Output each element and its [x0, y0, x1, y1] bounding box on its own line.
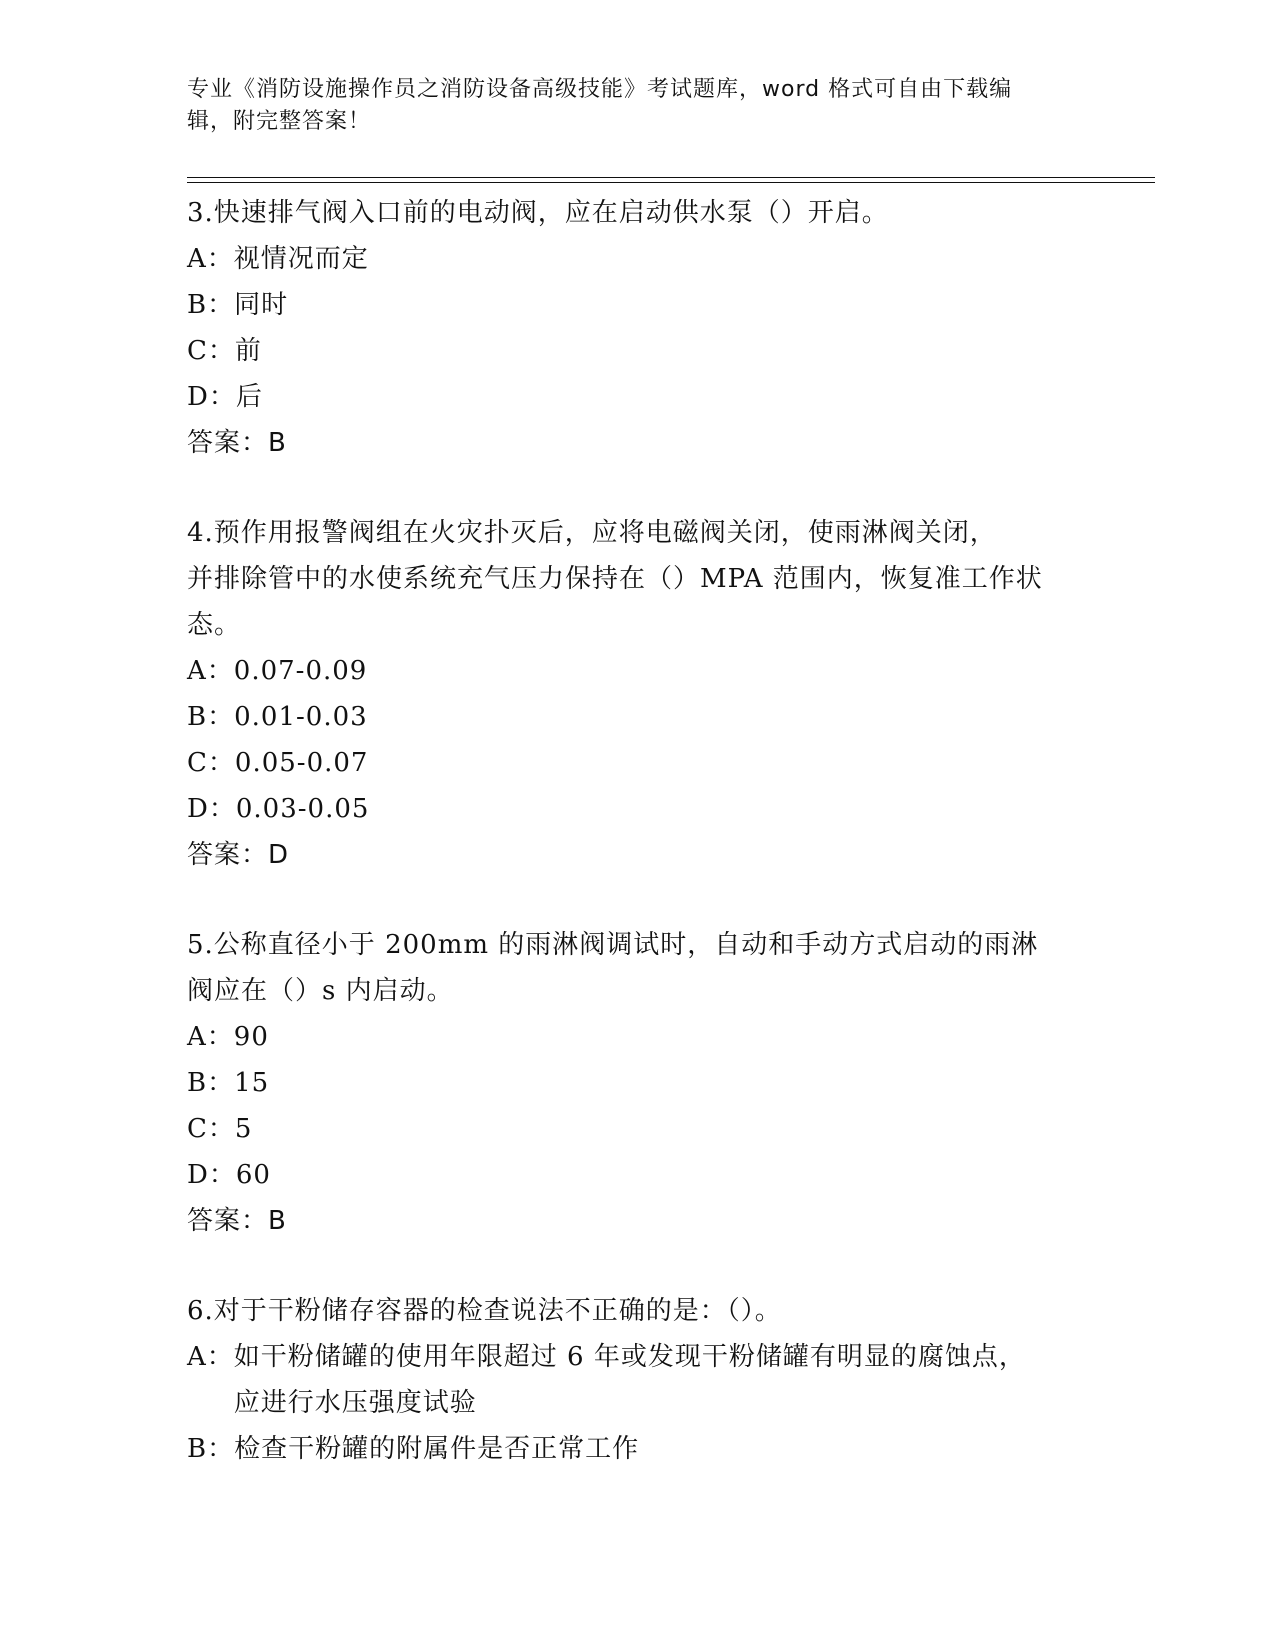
option-text: 同时	[234, 290, 289, 320]
question-stem: 3.快速排气阀入口前的电动阀，应在启动供水泵（）开启。	[187, 198, 889, 228]
header-line-2: 辑，附完整答案！	[187, 109, 372, 134]
question-stem: 5.公称直径小于 200mm 的雨淋阀调试时，自动和手动方式启动的雨淋 阀应在（）s 内启动。	[187, 930, 1039, 1006]
question-6	[187, 1288, 1087, 1472]
header-divider-bottom	[187, 182, 1155, 183]
option-text: 0.07-0.09	[233, 656, 368, 686]
option-d	[187, 374, 1087, 420]
option-text: 5	[234, 1114, 253, 1144]
header-line-1: 专业《消防设施操作员之消防设备高级技能》考试题库，word 格式可自由下载编	[187, 77, 1013, 102]
question-4	[187, 510, 1087, 878]
option-letter: A：	[187, 1342, 234, 1372]
question-stem: 4.预作用报警阀组在火灾扑灭后，应将电磁阀关闭，使雨淋阀关闭， 并排除管中的水使系统充气压力保持在（）MPA 范围内，恢复准工作状 态。	[187, 518, 1043, 640]
option-b	[187, 1060, 1087, 1106]
option-text: 15	[234, 1068, 270, 1098]
option-c	[187, 1106, 1087, 1152]
question-3	[187, 190, 1087, 466]
option-letter: C：	[187, 1114, 235, 1144]
option-c	[187, 740, 1087, 786]
option-b	[187, 694, 1087, 740]
option-text: 如干粉储罐的使用年限超过 6 年或发现干粉储罐有明显的腐蚀点， 应进行水压强度试验	[233, 1342, 1026, 1418]
answer-line: 答案：B	[187, 428, 287, 458]
option-letter: A：	[187, 244, 234, 274]
answer-line: 答案：D	[187, 840, 290, 870]
option-letter: B：	[187, 1068, 235, 1098]
option-d	[187, 786, 1087, 832]
option-c	[187, 328, 1087, 374]
option-text: 90	[233, 1022, 269, 1052]
option-a	[187, 236, 1087, 282]
option-letter: C：	[187, 748, 235, 778]
option-text: 检查干粉罐的附属件是否正常工作	[234, 1434, 640, 1464]
option-text: 0.01-0.03	[234, 702, 368, 732]
option-letter: B：	[187, 290, 235, 320]
option-letter: B：	[187, 1434, 235, 1464]
option-b	[187, 1426, 1087, 1472]
option-letter: B：	[187, 702, 235, 732]
option-text: 前	[234, 336, 262, 366]
option-letter: D：	[187, 1160, 236, 1190]
option-text: 0.03-0.05	[235, 794, 370, 824]
option-letter: D：	[187, 382, 236, 412]
option-text: 视情况而定	[233, 244, 369, 274]
question-list	[187, 190, 1087, 1472]
header-divider-top	[187, 177, 1155, 178]
option-a	[187, 1334, 1087, 1426]
option-letter: A：	[187, 1022, 234, 1052]
option-a	[187, 1014, 1087, 1060]
question-5	[187, 922, 1087, 1244]
option-b	[187, 282, 1087, 328]
option-text: 60	[235, 1160, 271, 1190]
option-text: 0.05-0.07	[234, 748, 369, 778]
option-letter: C：	[187, 336, 235, 366]
answer-line: 答案：B	[187, 1206, 287, 1236]
option-text: 后	[235, 382, 263, 412]
document-header	[187, 74, 1087, 138]
option-a	[187, 648, 1087, 694]
option-letter: D：	[187, 794, 236, 824]
option-d	[187, 1152, 1087, 1198]
option-letter: A：	[187, 656, 234, 686]
question-stem: 6.对于干粉储存容器的检查说法不正确的是：（）。	[187, 1296, 782, 1326]
